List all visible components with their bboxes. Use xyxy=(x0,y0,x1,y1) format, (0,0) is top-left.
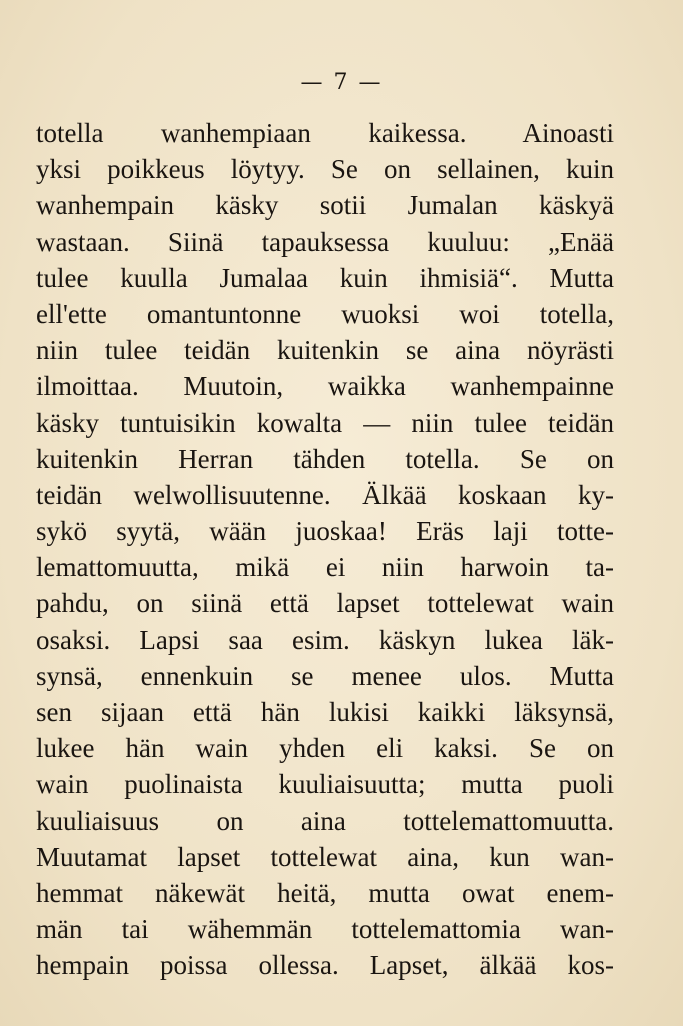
text-line: sykö syytä, wään juoskaa! Eräs laji totte- xyxy=(36,516,614,547)
text-line: män tai wähemmän tottelemattomia wan- xyxy=(36,914,614,945)
text-line: pahdu, on siinä että lapset tottelewat wain xyxy=(36,588,614,619)
text-line: sen sijaan että hän lukisi kaikki läksynsä, xyxy=(36,697,614,727)
text-line: hempain poissa ollessa. Lapset, älkää kos- xyxy=(36,950,614,981)
text-line: lukee hän wain yhden eli kaksi. Se on xyxy=(36,733,614,764)
text-line: Muutamat lapset tottelewat aina, kun wan- xyxy=(36,841,614,872)
body-text xyxy=(36,115,614,984)
text-line: synsä, ennenkuin se menee ulos. Mutta xyxy=(36,660,614,691)
text-line: wain puolinaista kuuliaisuutta; mutta puoli xyxy=(36,769,614,800)
text-line: osaksi. Lapsi saa esim. käskyn lukea läk- xyxy=(36,624,614,655)
text-line: yksi poikkeus löytyy. Se on sellainen, kuin xyxy=(36,154,614,185)
text-line: ilmoittaa. Muutoin, waikka wanhempainne xyxy=(36,371,614,402)
text-line: wanhempain käsky sotii Jumalan käskyä xyxy=(36,190,614,221)
text-line: lemattomuutta, mikä ei niin harwoin ta- xyxy=(36,552,614,583)
text-line: hemmat näkewät heitä, mutta owat enem- xyxy=(36,877,614,908)
text-line: niin tulee teidän kuitenkin se aina nöyrästi xyxy=(36,335,614,366)
page-number: — 7 — xyxy=(300,70,383,95)
text-line: käsky tuntuisikin kowalta — niin tulee teidän xyxy=(36,407,614,438)
text-line: ell'ette omantuntonne wuoksi woi totella, xyxy=(36,298,614,329)
text-line: teidän welwollisuutenne. Älkää koskaan ky- xyxy=(36,479,614,510)
text-line: kuitenkin Herran tähden totella. Se on xyxy=(36,443,614,474)
text-line: totella wanhempiaan kaikessa. Ainoasti xyxy=(36,118,614,148)
text-line: wastaan. Siinä tapauksessa kuuluu: „Enää xyxy=(36,226,614,257)
text-line: kuuliaisuus on aina tottelemattomuutta. xyxy=(36,805,614,836)
text-line: tulee kuulla Jumalaa kuin ihmisiä“. Mutta xyxy=(36,262,614,293)
